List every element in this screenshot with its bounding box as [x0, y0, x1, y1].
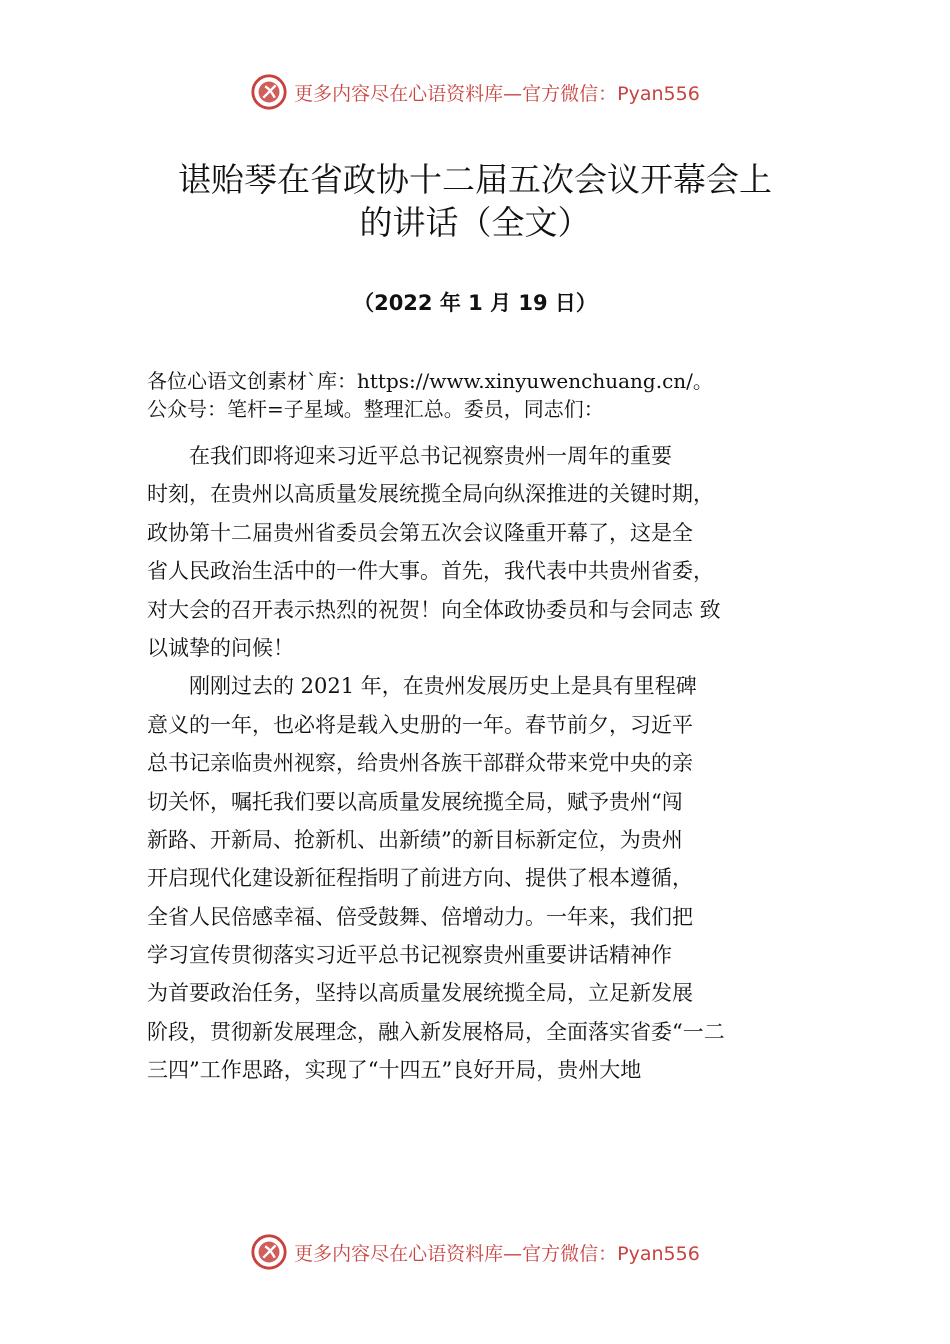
- text-line: 三四”工作思路，实现了“十四五”良好开局，贵州大地: [147, 1058, 642, 1083]
- text-line: 总书记亲临贵州视察，给贵州各族干部群众带来党中央的亲: [147, 751, 693, 776]
- title-line-2: 的讲话（全文）: [359, 203, 591, 242]
- header-banner: [0, 70, 950, 114]
- text-line: 政协第十二届贵州省委员会第五次会议隆重开幕了，这是全: [147, 520, 693, 545]
- text-line: 切关怀，嘱托我们要以高质量发展统揽全局，赋予贵州“闯: [147, 789, 683, 814]
- paragraph-2: [147, 667, 807, 1089]
- text-line: 以诚挚的问候！: [147, 635, 294, 660]
- text-line: 在我们即将迎来习近平总书记视察贵州一周年的重要: [147, 444, 672, 468]
- seal-logo-icon: [250, 73, 288, 111]
- salutation-line-1: 各位心语文创素材`库：https://www.xinyuwenchuang.cn/。: [147, 369, 713, 393]
- text-line: 对大会的召开表示热烈的祝贺！向全体政协委员和与会同志 致: [147, 597, 721, 622]
- text-line: 时刻，在贵州以高质量发展统揽全局向纵深推进的关键时期，: [147, 482, 714, 507]
- footer-banner: [0, 1230, 950, 1274]
- text-line: 省人民政治生活中的一件大事。首先，我代表中共贵州省委，: [147, 559, 714, 584]
- body-text: [147, 437, 807, 1090]
- speech-date: （2022 年 1 月 19 日）: [353, 291, 597, 315]
- seal-logo-icon: [250, 1233, 288, 1271]
- text-line: 学习宣传贯彻落实习近平总书记视察贵州重要讲话精神作: [147, 943, 672, 968]
- text-line: 开启现代化建设新征程指明了前进方向、提供了根本遵循，: [147, 866, 693, 891]
- salutation: [147, 367, 827, 423]
- text-line: 意义的一年，也必将是载入史册的一年。春节前夕，习近平: [147, 712, 693, 737]
- text-line: 全省人民倍感幸福、倍受鼓舞、倍增动力。一年来，我们把: [147, 904, 693, 929]
- text-line: 新路、开新局、抢新机、出新绩”的新目标新定位，为贵州: [147, 827, 683, 852]
- salutation-line-2: 公众号：笔杆=子星域。整理汇总。委员，同志们：: [147, 397, 604, 421]
- text-line: 刚刚过去的 2021 年，在贵州发展历史上是具有里程碑: [147, 674, 697, 699]
- banner-text: 更多内容尽在心语资料库—官方微信：Pyan556: [294, 1242, 700, 1265]
- text-line: 阶段，贯彻新发展理念，融入新发展格局，全面落实省委“一二: [147, 1019, 725, 1044]
- text-line: 为首要政治任务，坚持以高质量发展统揽全局，立足新发展: [147, 981, 693, 1006]
- page-title: [0, 158, 950, 244]
- title-line-1: 谌贻琴在省政协十二届五次会议开幕会上: [178, 160, 772, 199]
- banner-text: 更多内容尽在心语资料库—官方微信：Pyan556: [294, 82, 700, 105]
- paragraph-1: [147, 437, 807, 667]
